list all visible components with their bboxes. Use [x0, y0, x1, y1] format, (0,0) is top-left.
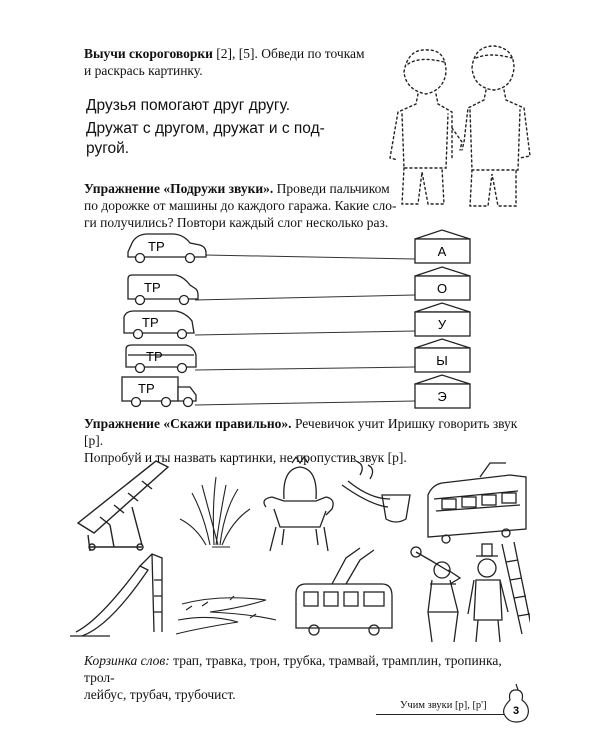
- word-list-line-2: лейбус, трубач, трубочист.: [84, 687, 236, 702]
- car-vehicle: [128, 234, 206, 263]
- footer-text: Учим звуки [р], [р']: [400, 700, 487, 711]
- slide-picture: [70, 554, 162, 636]
- van-label: ТР: [144, 280, 161, 295]
- airstair-picture: [78, 461, 168, 551]
- task1-title: Выучи скороговорки: [84, 46, 213, 61]
- task2-title: Упражнение «Подружи звуки».: [84, 181, 274, 196]
- path-line-2[interactable]: [195, 295, 415, 300]
- chimney-sweep-picture: [468, 542, 530, 642]
- task1-instructions: Выучи скороговорки [2], [5]. Обведи по точкам и раскрась картинку.: [84, 46, 365, 78]
- pictures-row-2: [70, 540, 530, 645]
- pear-page-badge: [500, 680, 532, 724]
- garage-y-label: Ы: [436, 353, 448, 368]
- syllable-matching-exercise: [110, 225, 530, 415]
- minibus-vehicle: [124, 311, 194, 339]
- path-line-3[interactable]: [195, 331, 415, 335]
- trumpeter-picture: [411, 547, 460, 642]
- word-basket: [84, 652, 534, 703]
- word-list-line-1: трап, травка, трон, трубка, трамвай, трамплин, тропинка, трол-: [84, 653, 502, 685]
- path-line-5[interactable]: [195, 401, 415, 405]
- path-landscape-picture: [176, 596, 276, 634]
- task2-instructions: Упражнение «Подружи звуки». Проведи пальчиком по дорожке от машины до каждого гаража. Какие сло- ги получились? Повтори каждый слог несколько раз.: [84, 181, 397, 230]
- tongue-twister-2a: Дружат с другом, дружат и с под-: [86, 120, 325, 137]
- trolleybus-picture: [296, 548, 392, 635]
- minibus-label: ТР: [142, 315, 159, 330]
- van-vehicle: [128, 275, 198, 305]
- word-basket-label: Корзинка слов:: [84, 653, 170, 668]
- path-line-1[interactable]: [205, 255, 415, 259]
- path-line-4[interactable]: [195, 367, 415, 370]
- truck-vehicle: [122, 377, 196, 407]
- truck-label: ТР: [138, 381, 155, 396]
- grass-picture: [180, 477, 250, 547]
- page-number: 3: [512, 705, 520, 717]
- task3-title: Упражнение «Скажи правильно».: [84, 416, 292, 431]
- tram-picture: [428, 463, 526, 543]
- task1-text: Обведи по точкам и раскрась картинку.: [84, 46, 365, 78]
- task3-instructions: Упражнение «Скажи правильно». Речевичок учит Иришку говорить звук [р]. Попробуй и ты назвать картинки, не пропустив звук [р].: [84, 416, 518, 465]
- garage-a-label: А: [437, 244, 447, 259]
- car-label: ТР: [148, 239, 165, 254]
- bus-label: ТР: [146, 349, 163, 364]
- pipe-picture: [342, 461, 410, 522]
- garage-e-label: Э: [437, 389, 447, 404]
- throne-picture: [264, 457, 333, 551]
- footer-rule: [376, 714, 510, 715]
- tongue-twister-2b: ругой.: [86, 140, 130, 157]
- garage-o-label: О: [436, 281, 448, 296]
- tongue-twister-1: Друзья помогают друг другу.: [86, 97, 291, 114]
- garage-u-label: У: [437, 317, 447, 332]
